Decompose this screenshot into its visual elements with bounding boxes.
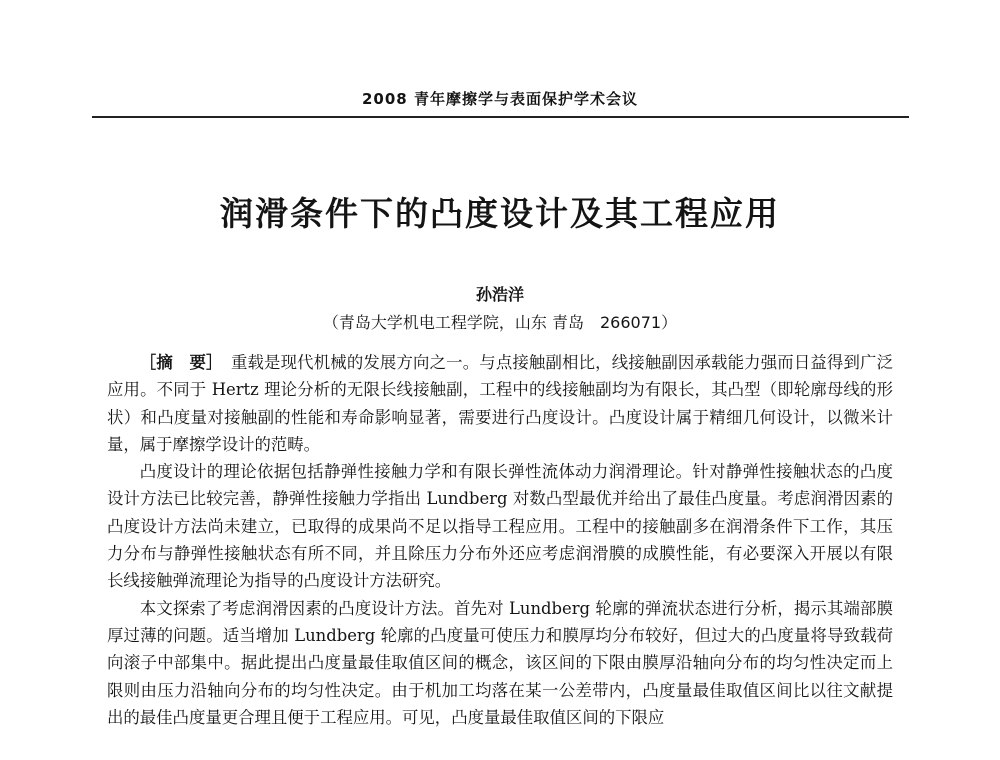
abstract-body <box>107 349 893 731</box>
abstract-paragraph-3: 本文探索了考虑润滑因素的凸度设计方法。首先对 Lundberg 轮廓的弹流状态进行分析，揭示其端部膜厚过薄的问题。适当增加 Lundberg 轮廓的凸度量可使压力和膜厚均分布较好，但过大的凸度量将导致载荷向滚子中部集中。据此提出凸度量最佳取值区间的概念，该区间的下限由膜厚沿轴向分布的均匀性决定而上限则由压力沿轴向分布的均匀性决定。由于机加工均落在某一公差带内，凸度量最佳取值区间比以往文献提出的最佳凸度量更合理且便于工程应用。可见，凸度量最佳取值区间的下限应 <box>107 598 893 727</box>
abstract-paragraph-1-text: 重载是现代机械的发展方向之一。与点接触副相比，线接触副因承载能力强而日益得到广泛应用。不同于 Hertz 理论分析的无限长线接触副，工程中的线接触副均为有限长，其凸型（即轮廓母线的形状）和凸度量对接触副的性能和寿命影响显著，需要进行凸度设计。凸度设计属于精细几何设计，以微米计量，属于摩擦学设计的范畴。 <box>107 353 893 454</box>
header-rule <box>92 116 909 118</box>
paper-title: 润滑条件下的凸度设计及其工程应用 <box>220 194 780 233</box>
abstract-paragraph-1 <box>107 349 893 458</box>
author-name: 孙浩洋 <box>475 285 524 304</box>
abstract-label: ［摘 要］ <box>139 353 215 372</box>
author-affiliation: （青岛大学机电工程学院，山东 青岛 266071） <box>322 313 678 332</box>
abstract-paragraph-2: 凸度设计的理论依据包括静弹性接触力学和有限长弹性流体动力润滑理论。针对静弹性接触状态的凸度设计方法已比较完善，静弹性接触力学指出 Lundberg 对数凸型最优并给出了最佳凸度量。考虑润滑因素的凸度设计方法尚未建立，已取得的成果尚不足以指导工程应用。工程中的接触副多在润滑条件下工作，其压力分布与静弹性接触状态有所不同，并且除压力分布外还应考虑润滑膜的成膜性能，有必要深入开展以有限长线接触弹流理论为指导的凸度设计方法研究。 <box>107 462 893 591</box>
running-header: 2008 青年摩擦学与表面保护学术会议 <box>362 90 638 108</box>
